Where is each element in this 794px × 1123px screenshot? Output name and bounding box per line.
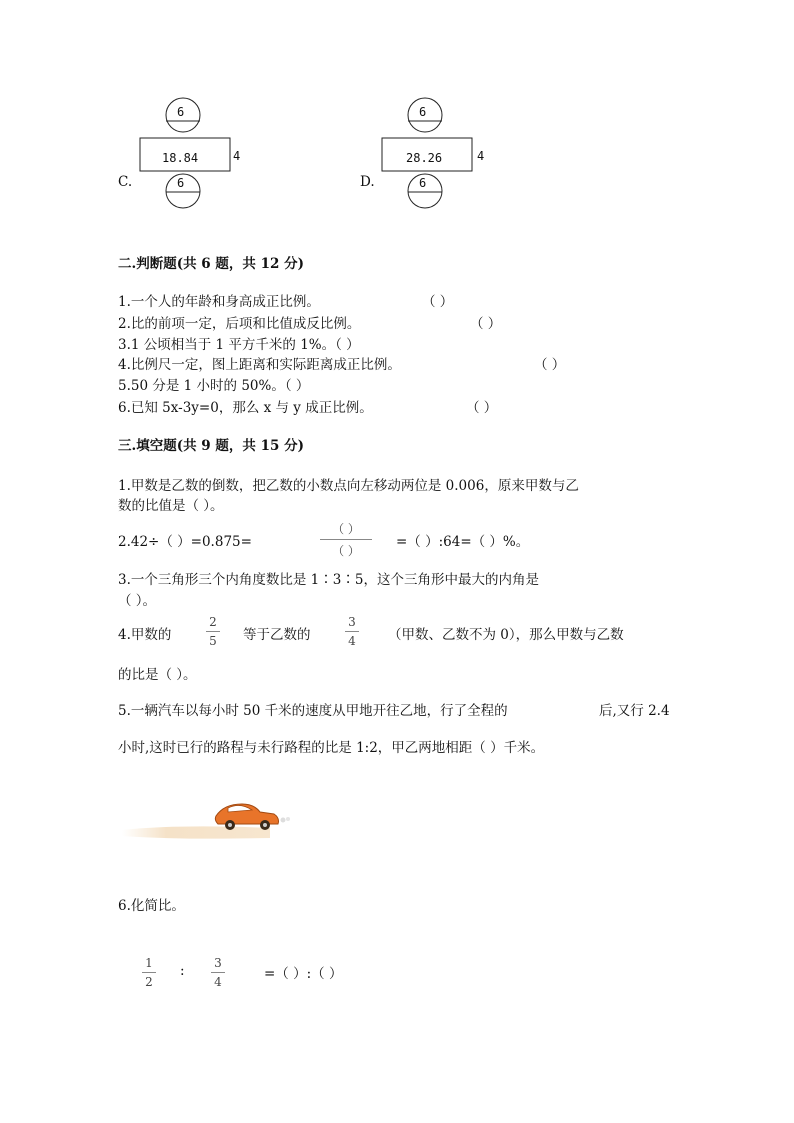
q6-fraction-2 (211, 956, 225, 989)
fill-q2-part2: =（ ）:64=（ ）%。 (396, 534, 530, 550)
judge-item-4 (118, 353, 566, 373)
fill-q6-answer: =（ ）:（ ） (264, 966, 343, 982)
fraction-denominator: 2 (145, 975, 153, 989)
answer-blank: （ ） (466, 400, 498, 416)
fill-q5-line1-end: 后,又行 2.4 (599, 703, 670, 719)
fill-q4-part1: 4.甲数的 (118, 627, 172, 643)
fill-q3-line2: （ ）。 (118, 593, 157, 609)
fraction-numerator: （ ） (332, 522, 360, 536)
fill-q5-line2: 小时,这时已行的路程与未行路程的比是 1:2，甲乙两地相距（ ）千米。 (118, 740, 545, 756)
fill-q4-part3: （甲数、乙数不为 0），那么甲数与乙数 (388, 627, 624, 643)
fraction-bar (320, 539, 372, 540)
answer-blank: （ ） (470, 316, 502, 332)
fraction-numerator: 1 (145, 956, 153, 970)
rect-value: 18.84 (162, 151, 199, 165)
judge-item-6 (118, 396, 498, 416)
circle-top-value: 6 (177, 105, 185, 119)
judge-item-5 (118, 374, 309, 394)
rect-side-value: 4 (233, 149, 241, 163)
answer-blank: （ ） (534, 357, 566, 373)
item-text: 6.已知 5x-3y=0，那么 x 与 y 成正比例。 (118, 400, 373, 416)
fill-q3-line1: 3.一个三角形三个内角度数比是 1∶3∶5，这个三角形中最大的内角是 (118, 572, 539, 588)
fraction-denominator: （ ） (332, 544, 360, 558)
fraction-bar (345, 631, 359, 632)
answer-blank: （ ） (422, 294, 454, 310)
judge-item-2 (118, 312, 502, 332)
fraction-bar (211, 972, 225, 973)
rect-value: 28.26 (406, 151, 443, 165)
q4-fraction-1 (206, 615, 220, 648)
fill-q4-part2: 等于乙数的 (243, 627, 311, 643)
fill-q1-line2: 数的比值是（ ）。 (118, 498, 224, 514)
q2-fraction (320, 520, 372, 559)
circle-bottom-value: 6 (177, 176, 185, 190)
circle-top-value: 6 (419, 105, 427, 119)
fraction-denominator: 4 (214, 975, 222, 989)
fill-q1-line1: 1.甲数是乙数的倒数，把乙数的小数点向左移动两位是 0.006，原来甲数与乙 (118, 478, 579, 494)
fraction-denominator: 4 (348, 634, 356, 648)
fill-q2-part1: 2.42÷（ ）=0.875= (118, 534, 252, 550)
item-text: 1.一个人的年龄和身高成正比例。 (118, 294, 320, 310)
fraction-numerator: 3 (348, 615, 356, 629)
fraction-bar (206, 631, 220, 632)
rect-side-value: 4 (477, 149, 485, 163)
fraction-numerator: 2 (209, 615, 217, 629)
car-illustration (120, 798, 300, 844)
fraction-numerator: 3 (214, 956, 222, 970)
judge-item-1 (118, 290, 454, 310)
section-3-heading: 三.填空题(共 9 题，共 15 分) (118, 438, 304, 454)
item-text: 4.比例尺一定，图上距离和实际距离成正比例。 (118, 357, 401, 373)
q6-fraction-1 (142, 956, 156, 989)
option-label: C. (118, 174, 133, 190)
judge-item-3 (118, 333, 360, 353)
section-2-heading: 二.判断题(共 6 题，共 12 分) (118, 256, 304, 272)
item-text: 2.比的前项一定，后项和比值成反比例。 (118, 316, 361, 332)
fill-q5-line1: 5.一辆汽车以每小时 50 千米的速度从甲地开往乙地，行了全程的 (118, 703, 508, 719)
car-icon (215, 804, 290, 830)
fraction-bar (142, 972, 156, 973)
option-label: D. (360, 174, 375, 190)
fill-q6-label: 6.化简比。 (118, 898, 185, 914)
item-text: 3.1 公顷相当于 1 平方千米的 1%。（ ） (118, 337, 360, 353)
q4-fraction-2 (345, 615, 359, 648)
circle-bottom-value: 6 (419, 176, 427, 190)
item-text: 5.50 分是 1 小时的 50%。（ ） (118, 378, 310, 394)
ratio-colon: : (180, 963, 185, 979)
fraction-denominator: 5 (209, 634, 217, 648)
fill-q4-line2: 的比是（ ）。 (118, 667, 197, 683)
